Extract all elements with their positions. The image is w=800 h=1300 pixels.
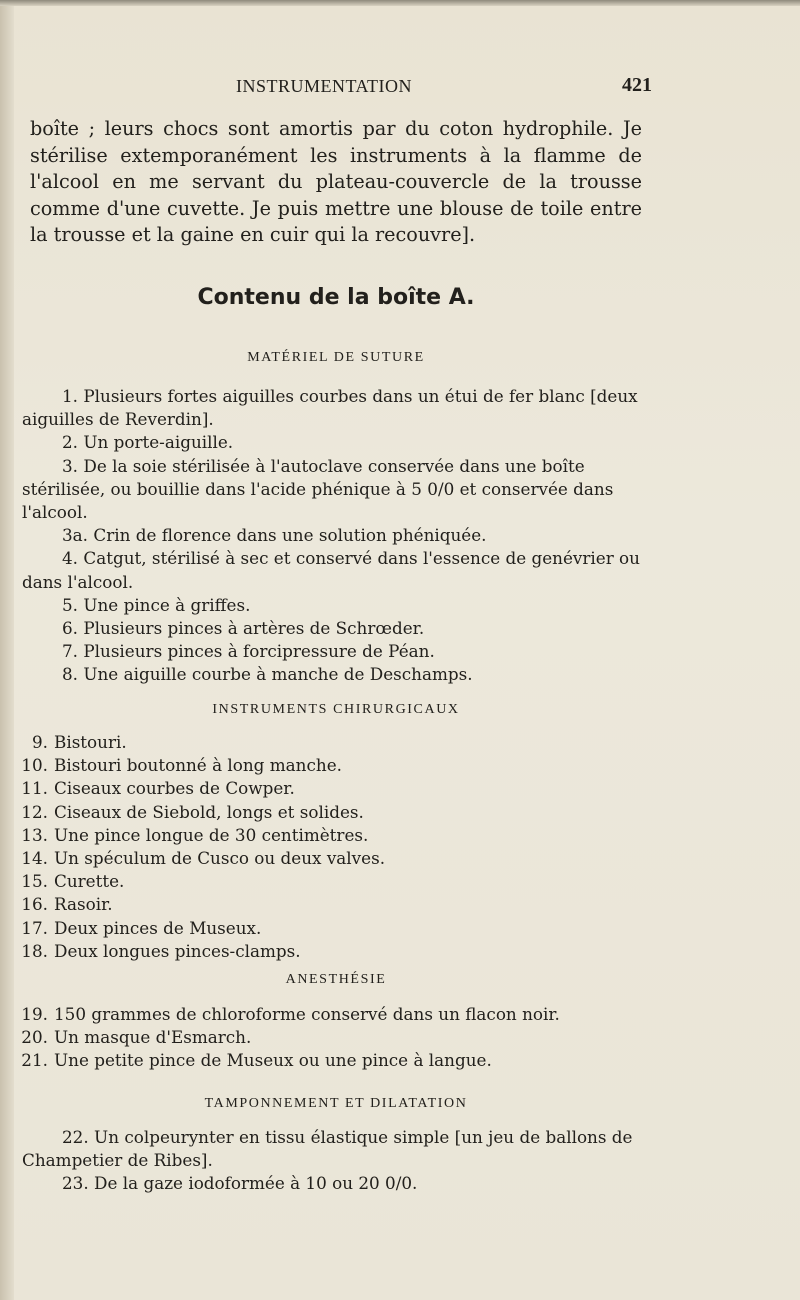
subhead-suture: MATÉRIEL DE SUTURE — [247, 350, 425, 365]
list-tamponnement — [22, 1126, 642, 1196]
list-item: 11. Ciseaux courbes de Cowper. — [21, 778, 295, 799]
list-item: 19. 150 grammes de chloroforme conservé dans un flacon noir. — [21, 1004, 560, 1024]
subhead-anesthesie: ANESTHÉSIE — [285, 972, 387, 987]
list-item: 15. Curette. — [21, 871, 125, 892]
section-title: Contenu de la boîte A. — [197, 285, 475, 310]
list-item: 4. Catgut, stérilisé à sec et conservé dans l'essence de genévrier ou dans l'alcool. — [22, 548, 640, 592]
list-item: 8. Une aiguille courbe à manche de Deschamps. — [62, 664, 473, 685]
list-item: 13. Une pince longue de 30 centimètres. — [21, 824, 369, 845]
running-head: INSTRUMENTATION — [236, 76, 413, 96]
list-item: 2. Un porte-aiguille. — [62, 432, 234, 453]
page-top-edge — [0, 0, 800, 6]
list-item: 3. De la soie stérilisée à l'autoclave conservée dans une boîte stérilisée, ou bouillie dans l'acide phénique à 5 0/0 et conservée dans l'alcool. — [22, 455, 614, 523]
list-instruments — [0, 731, 620, 963]
list-item: 10. Bistouri boutonné à long manche. — [21, 755, 342, 776]
list-item: 16. Rasoir. — [21, 894, 113, 915]
list-item: 17. Deux pinces de Museux. — [21, 917, 262, 938]
subhead-tamponnement: TAMPONNEMENT ET DILATATION — [204, 1096, 468, 1111]
list-item: 5. Une pince à griffes. — [62, 594, 251, 615]
list-item: 12. Ciseaux de Siebold, longs et solides. — [21, 801, 364, 822]
list-item: 18. Deux longues pinces-clamps. — [21, 940, 301, 961]
list-suture — [22, 385, 642, 687]
list-item: 21. Une petite pince de Museux ou une pince à langue. — [21, 1050, 492, 1071]
list-item: 6. Plusieurs pinces à artères de Schrœder. — [62, 618, 425, 639]
list-item: 22. Un colpeurynter en tissu élastique simple [un jeu de ballons de Champetier de Ribes]. — [22, 1127, 633, 1171]
list-item: 9. Bistouri. — [31, 732, 127, 752]
list-item: 14. Un spéculum de Cusco ou deux valves. — [21, 848, 386, 869]
list-item: 23. De la gaze iodoformée à 10 ou 20 0/0. — [62, 1173, 418, 1194]
subhead-instruments: INSTRUMENTS CHIRURGICAUX — [212, 702, 460, 717]
list-item: 7. Plusieurs pinces à forcipressure de Péan. — [62, 641, 435, 662]
page-number: 421 — [622, 74, 652, 96]
list-item: 3a. Crin de florence dans une solution phéniquée. — [62, 525, 487, 546]
intro-paragraph: boîte ; leurs chocs sont amortis par du coton hydrophile. Je stérilise extemporanément les instruments à la flamme de l'alcool en me servant du plateau-couvercle de la trousse comme d'une cuvette. Je puis mettre une blouse de toile entre la trousse et la gaine en cuir qui la recouvre]. — [30, 117, 642, 246]
list-item: 20. Un masque d'Esmarch. — [21, 1027, 252, 1048]
list-anesthesie — [0, 1003, 620, 1073]
list-item: 1. Plusieurs fortes aiguilles courbes dans un étui de fer blanc [deux aiguilles de Reverdin]. — [22, 386, 638, 430]
